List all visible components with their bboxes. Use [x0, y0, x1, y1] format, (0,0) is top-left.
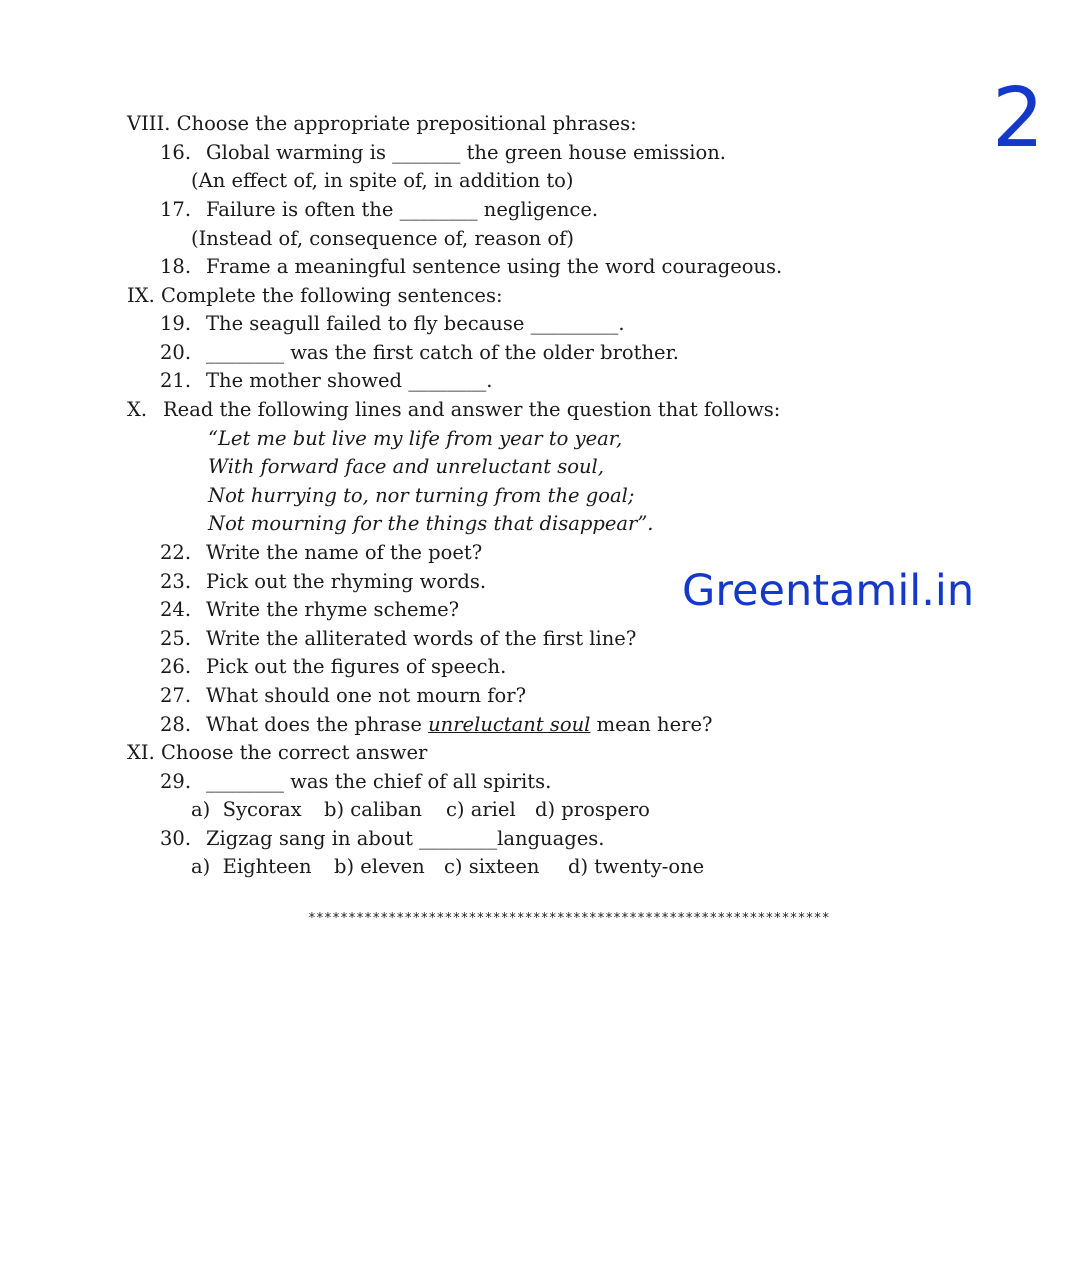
question-number: 29. [160, 770, 192, 793]
section-number: X. [127, 398, 148, 421]
question-text: Failure is often the ________ negligence. [206, 198, 599, 221]
poem-line: Not hurrying to, nor turning from the goal; [208, 484, 635, 507]
question-text: The seagull failed to fly because _________. [206, 312, 625, 335]
question-23 [160, 572, 486, 592]
question-18 [160, 257, 782, 277]
question-number: 28. [160, 713, 192, 736]
end-divider: ***************************************************************** [308, 911, 830, 926]
question-19 [160, 314, 625, 334]
question-text: Frame a meaningful sentence using the word courageous. [206, 255, 783, 278]
option-a: a) Eighteen [191, 855, 312, 878]
question-text: Write the name of the poet? [206, 541, 483, 564]
question-29 [160, 772, 551, 792]
question-number: 22. [160, 541, 192, 564]
question-number: 19. [160, 312, 192, 335]
underlined-phrase: unreluctant soul [428, 713, 591, 736]
question-number: 27. [160, 684, 192, 707]
section-title: Read the following lines and answer the question that follows: [163, 398, 781, 421]
watermark-logo-text: Greentamil.in [682, 566, 975, 616]
question-17 [160, 200, 598, 220]
question-25 [160, 629, 636, 649]
question-text-before: What does the phrase [206, 713, 429, 736]
question-21 [160, 371, 492, 391]
option-c: c) sixteen [444, 855, 540, 878]
question-22 [160, 543, 482, 563]
question-number: 18. [160, 255, 192, 278]
page-number: 2 [992, 71, 1045, 166]
question-text: Write the alliterated words of the first line? [206, 627, 637, 650]
question-20 [160, 343, 679, 363]
question-27 [160, 686, 526, 706]
question-number: 25. [160, 627, 192, 650]
question-text: Zigzag sang in about ________languages. [206, 827, 605, 850]
question-number: 21. [160, 369, 192, 392]
question-text: Write the rhyme scheme? [206, 598, 460, 621]
poem-line: With forward face and unreluctant soul, [208, 455, 604, 478]
question-17-options: (Instead of, consequence of, reason of) [191, 227, 575, 250]
question-26 [160, 657, 506, 677]
question-text: ________ was the first catch of the older brother. [206, 341, 679, 364]
question-text: Pick out the figures of speech. [206, 655, 507, 678]
question-text: What should one not mourn for? [206, 684, 527, 707]
question-number: 24. [160, 598, 192, 621]
question-number: 26. [160, 655, 192, 678]
question-16-options: (An effect of, in spite of, in addition to) [191, 169, 574, 192]
section-9-heading: IX. Complete the following sentences: [127, 284, 503, 307]
question-24 [160, 600, 459, 620]
question-30-options [191, 857, 704, 877]
question-text-after: mean here? [590, 713, 713, 736]
question-28 [160, 715, 712, 735]
question-number: 17. [160, 198, 192, 221]
option-b: b) eleven [334, 855, 425, 878]
question-text: ________ was the chief of all spirits. [206, 770, 552, 793]
question-30 [160, 829, 604, 849]
question-29-options [191, 800, 650, 820]
section-8-heading: VIII. Choose the appropriate prepositional phrases: [127, 112, 637, 135]
poem-line: “Let me but live my life from year to year, [208, 427, 623, 450]
section-11-heading: XI. Choose the correct answer [127, 741, 428, 764]
option-a: a) Sycorax [191, 798, 302, 821]
question-text: The mother showed ________. [206, 369, 493, 392]
question-number: 30. [160, 827, 192, 850]
option-c: c) ariel [446, 798, 516, 821]
question-text: Pick out the rhyming words. [206, 570, 487, 593]
section-10-heading [127, 400, 780, 420]
question-number: 20. [160, 341, 192, 364]
question-16 [160, 143, 726, 163]
option-b: b) caliban [324, 798, 422, 821]
option-d: d) prospero [535, 798, 650, 821]
question-number: 16. [160, 141, 192, 164]
poem-line: Not mourning for the things that disappear”. [208, 512, 654, 535]
option-d: d) twenty-one [568, 855, 705, 878]
question-number: 23. [160, 570, 192, 593]
question-text: Global warming is _______ the green house emission. [206, 141, 726, 164]
